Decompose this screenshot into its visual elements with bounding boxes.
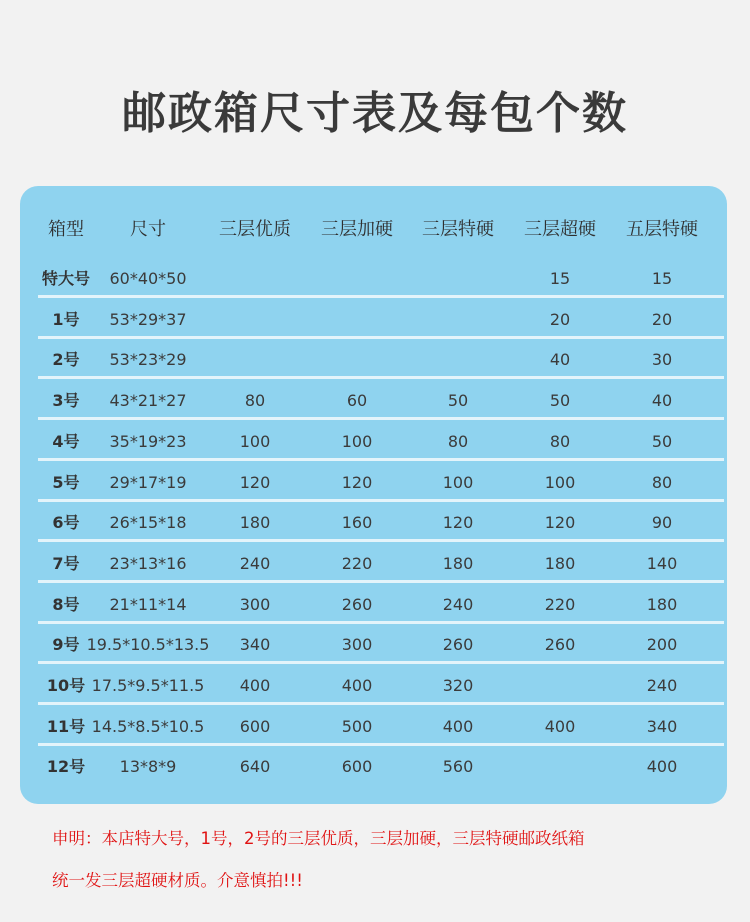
size-cell: 29*17*19 [109, 472, 187, 492]
quantity-cell: 200 [646, 635, 678, 655]
table-row [20, 628, 727, 668]
table-row [20, 343, 727, 383]
column-header: 箱型 [48, 219, 84, 240]
size-cell: 53*29*37 [109, 309, 187, 329]
quantity-cell: 260 [341, 594, 373, 614]
quantity-cell: 50 [447, 391, 469, 411]
quantity-cell: 15 [651, 269, 673, 288]
size-cell: 60*40*50 [109, 269, 187, 288]
quantity-cell: 180 [544, 553, 576, 573]
quantity-cell: 40 [651, 391, 673, 411]
quantity-cell: 100 [544, 472, 576, 492]
quantity-cell: 240 [646, 676, 678, 695]
quantity-cell: 340 [646, 716, 678, 736]
quantity-cell: 50 [651, 431, 673, 451]
model-cell: 1号 [52, 309, 80, 329]
quantity-cell: 15 [549, 269, 571, 288]
quantity-cell [515, 669, 605, 703]
quantity-cell: 260 [442, 635, 474, 655]
row-divider [38, 702, 724, 705]
table-row [20, 384, 727, 424]
quantity-cell: 400 [544, 716, 576, 736]
quantity-cell [413, 343, 503, 377]
quantity-cell: 80 [447, 431, 469, 451]
table-row [20, 588, 727, 628]
table-row [20, 710, 727, 750]
quantity-cell: 320 [442, 676, 474, 695]
quantity-cell: 80 [244, 391, 266, 411]
quantity-cell: 260 [544, 635, 576, 655]
row-divider [38, 336, 724, 339]
row-divider [38, 458, 724, 461]
table-row [20, 750, 727, 790]
row-divider [38, 661, 724, 664]
disclaimer-line-1: 申明：本店特大号，1号，2号的三层优质，三层加硬，三层特硬邮政纸箱 [52, 829, 585, 848]
quantity-cell: 220 [544, 594, 576, 614]
size-cell: 14.5*8.5*10.5 [91, 716, 205, 736]
quantity-cell: 300 [341, 635, 373, 655]
model-cell: 10号 [46, 676, 86, 695]
size-cell: 26*15*18 [109, 513, 187, 533]
model-cell: 11号 [46, 716, 86, 736]
quantity-cell: 600 [239, 716, 271, 736]
quantity-cell: 400 [442, 716, 474, 736]
table-row [20, 262, 727, 302]
row-divider [38, 621, 724, 624]
model-cell: 2号 [52, 350, 80, 370]
quantity-cell: 180 [442, 553, 474, 573]
quantity-cell [312, 343, 402, 377]
size-cell: 35*19*23 [109, 431, 187, 451]
table-row [20, 547, 727, 587]
row-divider [38, 743, 724, 746]
model-cell: 6号 [52, 513, 80, 533]
size-cell: 21*11*14 [109, 594, 187, 614]
quantity-cell: 120 [239, 472, 271, 492]
quantity-cell: 60 [346, 391, 368, 411]
size-cell: 19.5*10.5*13.5 [86, 635, 210, 655]
column-header: 三层加硬 [321, 219, 393, 240]
row-divider [38, 499, 724, 502]
model-cell: 8号 [52, 594, 80, 614]
column-header: 三层超硬 [524, 219, 596, 240]
column-header: 三层优质 [219, 219, 291, 240]
model-cell: 9号 [52, 635, 80, 655]
column-header: 尺寸 [130, 219, 166, 240]
quantity-cell [210, 262, 300, 296]
quantity-cell: 400 [239, 676, 271, 695]
size-cell: 13*8*9 [119, 757, 177, 777]
row-divider [38, 539, 724, 542]
quantity-cell: 340 [239, 635, 271, 655]
table-row [20, 669, 727, 709]
table-row [20, 466, 727, 506]
size-cell: 53*23*29 [109, 350, 187, 370]
model-cell: 4号 [52, 431, 80, 451]
quantity-cell [210, 303, 300, 337]
quantity-cell: 140 [646, 553, 678, 573]
model-cell: 12号 [46, 757, 86, 777]
quantity-cell [312, 262, 402, 296]
quantity-cell: 120 [544, 513, 576, 533]
quantity-cell: 400 [341, 676, 373, 695]
model-cell: 3号 [52, 391, 80, 411]
disclaimer-line-2: 统一发三层超硬材质。介意慎拍!!! [52, 871, 303, 890]
quantity-cell: 100 [239, 431, 271, 451]
row-divider [38, 376, 724, 379]
quantity-cell [413, 303, 503, 337]
row-divider [38, 295, 724, 298]
size-cell: 43*21*27 [109, 391, 187, 411]
quantity-cell: 300 [239, 594, 271, 614]
quantity-cell: 80 [651, 472, 673, 492]
quantity-cell: 20 [651, 309, 673, 329]
quantity-cell: 240 [239, 553, 271, 573]
table-row [20, 303, 727, 343]
page-title: 邮政箱尺寸表及每包个数 [122, 88, 628, 139]
table-row [20, 425, 727, 465]
model-cell: 特大号 [41, 269, 90, 288]
quantity-cell: 560 [442, 757, 474, 777]
quantity-cell: 220 [341, 553, 373, 573]
column-header: 三层特硬 [422, 219, 494, 240]
size-table-panel [20, 186, 727, 804]
quantity-cell: 640 [239, 757, 271, 777]
model-cell: 5号 [52, 472, 80, 492]
quantity-cell: 40 [549, 350, 571, 370]
quantity-cell: 90 [651, 513, 673, 533]
quantity-cell: 240 [442, 594, 474, 614]
quantity-cell: 180 [239, 513, 271, 533]
quantity-cell: 400 [646, 757, 678, 777]
quantity-cell: 80 [549, 431, 571, 451]
quantity-cell [515, 750, 605, 784]
quantity-cell: 100 [442, 472, 474, 492]
quantity-cell: 100 [341, 431, 373, 451]
quantity-cell [210, 343, 300, 377]
quantity-cell: 600 [341, 757, 373, 777]
quantity-cell: 500 [341, 716, 373, 736]
size-cell: 23*13*16 [109, 553, 187, 573]
quantity-cell: 50 [549, 391, 571, 411]
quantity-cell: 120 [341, 472, 373, 492]
column-header: 五层特硬 [626, 219, 698, 240]
quantity-cell: 20 [549, 309, 571, 329]
row-divider [38, 580, 724, 583]
table-row [20, 506, 727, 546]
size-cell: 17.5*9.5*11.5 [91, 676, 205, 695]
model-cell: 7号 [52, 553, 80, 573]
disclaimer-notes [52, 818, 712, 902]
row-divider [38, 417, 724, 420]
quantity-cell: 160 [341, 513, 373, 533]
quantity-cell [413, 262, 503, 296]
quantity-cell: 180 [646, 594, 678, 614]
quantity-cell [312, 303, 402, 337]
quantity-cell: 120 [442, 513, 474, 533]
quantity-cell: 30 [651, 350, 673, 370]
